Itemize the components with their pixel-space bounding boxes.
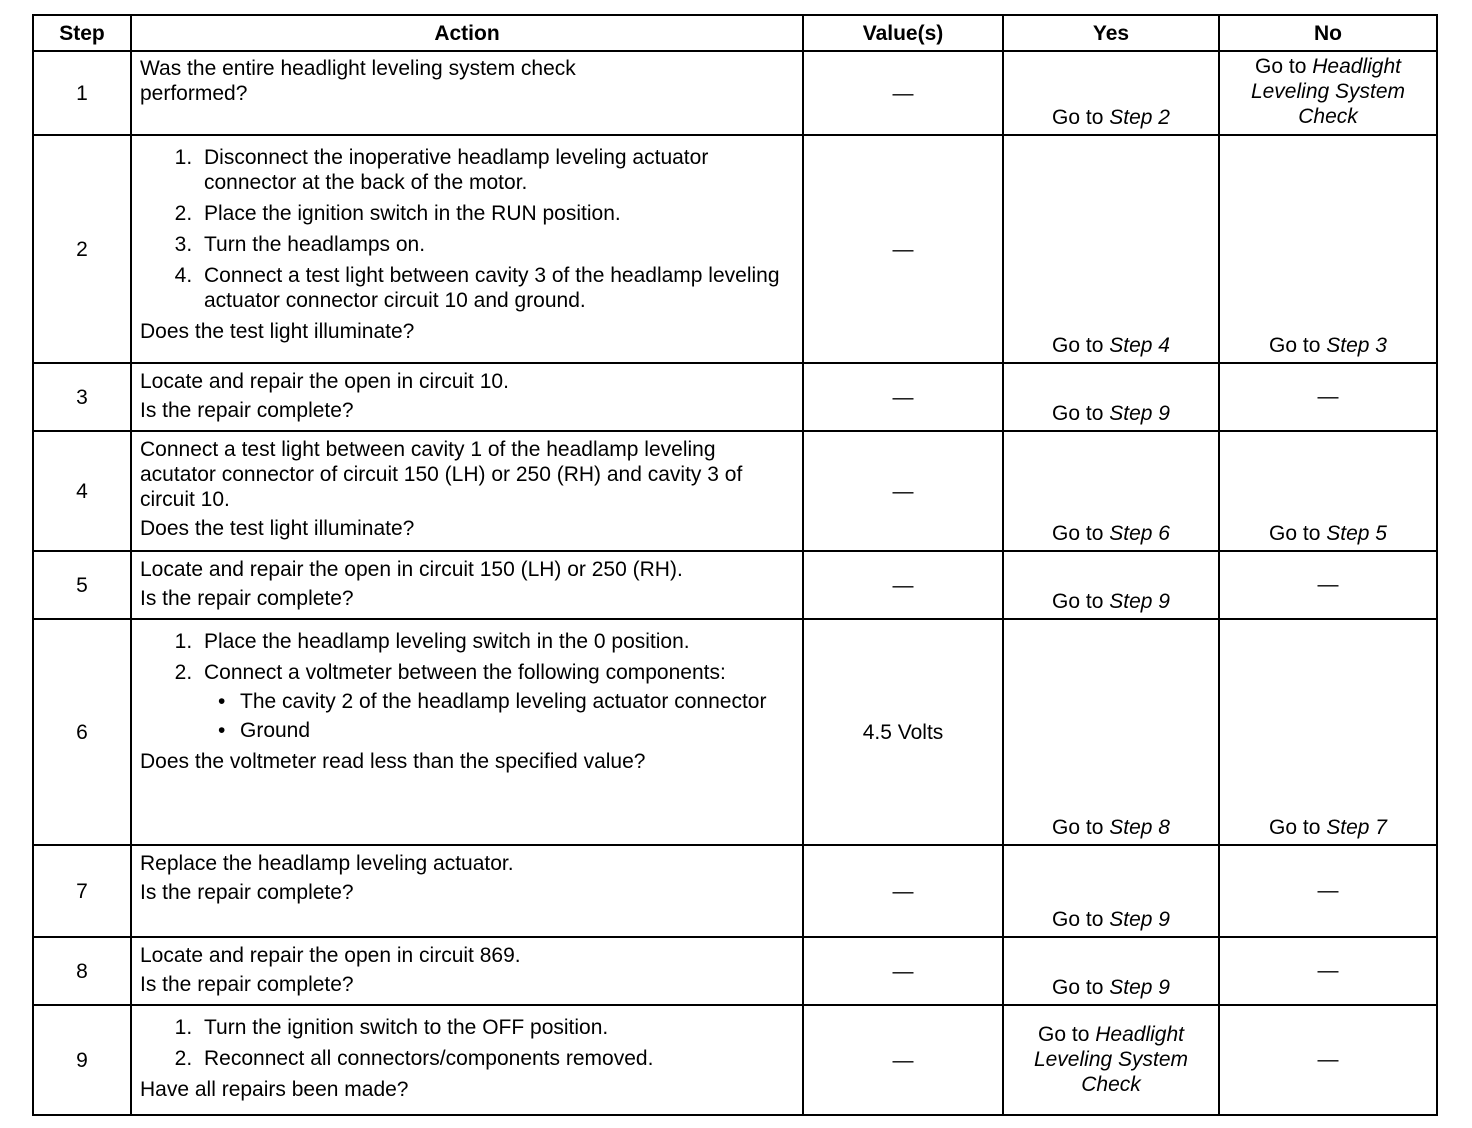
action-cell	[131, 431, 803, 551]
header-row	[33, 15, 1437, 51]
no-cell: —	[1219, 551, 1437, 619]
question-text: Does the voltmeter read less than the specified value?	[140, 750, 646, 773]
yes-cell	[1003, 551, 1219, 619]
value-cell: —	[803, 845, 1003, 937]
instruction-list	[140, 1015, 794, 1071]
instruction-item-text: Connect a voltmeter between the following components:	[204, 661, 726, 684]
go-to-prefix: Go to	[1052, 908, 1110, 931]
instruction-item: 1. Turn the ignition switch to the OFF position.	[198, 1015, 794, 1040]
instruction-list	[140, 145, 794, 313]
table-row	[33, 431, 1437, 551]
no-target: Step 5	[1326, 522, 1387, 545]
yes-target: Step 4	[1109, 334, 1170, 357]
no-cell: —	[1219, 1005, 1437, 1115]
yes-target: Step 8	[1109, 816, 1170, 839]
action-cell	[131, 135, 803, 363]
go-to-prefix: Go to	[1052, 816, 1110, 839]
value-cell: —	[803, 363, 1003, 431]
yes-target: Step 6	[1109, 522, 1170, 545]
go-to-prefix: Go to	[1052, 402, 1110, 425]
action-text: Connect a test light between cavity 1 of the headlamp leveling acutator connector of circuit 150 (LH) or 250 (RH) and cavity 3 of circuit 10.	[140, 438, 743, 511]
instruction-item: 1. Disconnect the inoperative headlamp leveling actuator connector at the back of the motor.	[198, 145, 794, 195]
instruction-list	[140, 629, 794, 743]
yes-target: Step 9	[1109, 976, 1170, 999]
step-number: 2	[33, 135, 131, 363]
yes-cell	[1003, 1005, 1219, 1115]
no-cell: —	[1219, 363, 1437, 431]
table-row	[33, 51, 1437, 135]
table-row	[33, 937, 1437, 1005]
action-text: Replace the headlamp leveling actuator.	[140, 852, 514, 875]
value-cell: 4.5 Volts	[803, 619, 1003, 845]
action-cell	[131, 1005, 803, 1115]
action-cell	[131, 937, 803, 1005]
value-cell: —	[803, 51, 1003, 135]
go-to-prefix: Go to	[1269, 816, 1327, 839]
yes-cell	[1003, 135, 1219, 363]
step-number: 9	[33, 1005, 131, 1115]
go-to-prefix: Go to	[1052, 976, 1110, 999]
go-to-prefix: Go to	[1052, 522, 1110, 545]
no-cell: —	[1219, 937, 1437, 1005]
table-row	[33, 845, 1437, 937]
bullet-item: • The cavity 2 of the headlamp leveling actuator connector	[230, 689, 794, 714]
no-cell	[1219, 431, 1437, 551]
diagnostic-table-sheet	[32, 14, 1436, 1116]
no-cell: —	[1219, 845, 1437, 937]
action-cell	[131, 51, 803, 135]
instruction-item: 1. Place the headlamp leveling switch in the 0 position.	[198, 629, 794, 654]
action-cell	[131, 845, 803, 937]
action-cell	[131, 551, 803, 619]
question-text: Have all repairs been made?	[140, 1078, 409, 1101]
instruction-item	[198, 660, 794, 743]
yes-cell	[1003, 937, 1219, 1005]
step-number: 1	[33, 51, 131, 135]
table-row	[33, 135, 1437, 363]
go-to-prefix: Go to	[1038, 1023, 1096, 1046]
table-row	[33, 363, 1437, 431]
value-cell: —	[803, 431, 1003, 551]
no-cell	[1219, 619, 1437, 845]
question-text: Does the test light illuminate?	[140, 517, 415, 540]
yes-cell	[1003, 845, 1219, 937]
yes-cell	[1003, 51, 1219, 135]
question-text: Is the repair complete?	[140, 973, 354, 996]
question-text: Is the repair complete?	[140, 587, 354, 610]
header-yes: Yes	[1003, 15, 1219, 51]
action-text: Locate and repair the open in circuit 10.	[140, 370, 509, 393]
no-target: Headlight Leveling System Check	[1250, 55, 1406, 128]
step-number: 8	[33, 937, 131, 1005]
yes-cell	[1003, 363, 1219, 431]
header-step: Step	[33, 15, 131, 51]
diagnostic-table	[32, 14, 1438, 1116]
go-to-prefix: Go to	[1255, 55, 1313, 78]
action-text: Locate and repair the open in circuit 150 (LH) or 250 (RH).	[140, 558, 683, 581]
header-no: No	[1219, 15, 1437, 51]
go-to-prefix: Go to	[1269, 522, 1327, 545]
yes-target: Step 9	[1109, 402, 1170, 425]
question-text: Is the repair complete?	[140, 881, 354, 904]
value-cell: —	[803, 1005, 1003, 1115]
no-target: Step 3	[1326, 334, 1387, 357]
value-cell: —	[803, 135, 1003, 363]
yes-target: Step 9	[1109, 908, 1170, 931]
question-text: Does the test light illuminate?	[140, 320, 415, 343]
go-to-prefix: Go to	[1052, 106, 1110, 129]
value-cell: —	[803, 937, 1003, 1005]
value-cell: —	[803, 551, 1003, 619]
table-row	[33, 551, 1437, 619]
yes-cell	[1003, 431, 1219, 551]
question-text: Is the repair complete?	[140, 399, 354, 422]
go-to-prefix: Go to	[1269, 334, 1327, 357]
step-number: 5	[33, 551, 131, 619]
bullet-item: • Ground	[230, 718, 794, 743]
table-row	[33, 619, 1437, 845]
header-action: Action	[131, 15, 803, 51]
yes-target: Headlight Leveling System Check	[1033, 1023, 1189, 1096]
step-number: 7	[33, 845, 131, 937]
step-number: 3	[33, 363, 131, 431]
go-to-prefix: Go to	[1052, 334, 1110, 357]
action-cell	[131, 619, 803, 845]
instruction-item: 4. Connect a test light between cavity 3 of the headlamp leveling actuator connector circuit 10 and ground.	[198, 263, 794, 313]
step-number: 4	[33, 431, 131, 551]
go-to-prefix: Go to	[1052, 590, 1110, 613]
bullet-list	[204, 689, 794, 743]
instruction-item: 2. Place the ignition switch in the RUN position.	[198, 201, 794, 226]
instruction-item: 2. Reconnect all connectors/components removed.	[198, 1046, 794, 1071]
action-text: Was the entire headlight leveling system check performed?	[140, 57, 576, 105]
yes-target: Step 9	[1109, 590, 1170, 613]
header-values: Value(s)	[803, 15, 1003, 51]
no-target: Step 7	[1326, 816, 1387, 839]
step-number: 6	[33, 619, 131, 845]
no-cell	[1219, 135, 1437, 363]
no-cell	[1219, 51, 1437, 135]
instruction-item: 3. Turn the headlamps on.	[198, 232, 794, 257]
table-row	[33, 1005, 1437, 1115]
action-text: Locate and repair the open in circuit 869.	[140, 944, 521, 967]
yes-target: Step 2	[1109, 106, 1170, 129]
yes-cell	[1003, 619, 1219, 845]
action-cell	[131, 363, 803, 431]
